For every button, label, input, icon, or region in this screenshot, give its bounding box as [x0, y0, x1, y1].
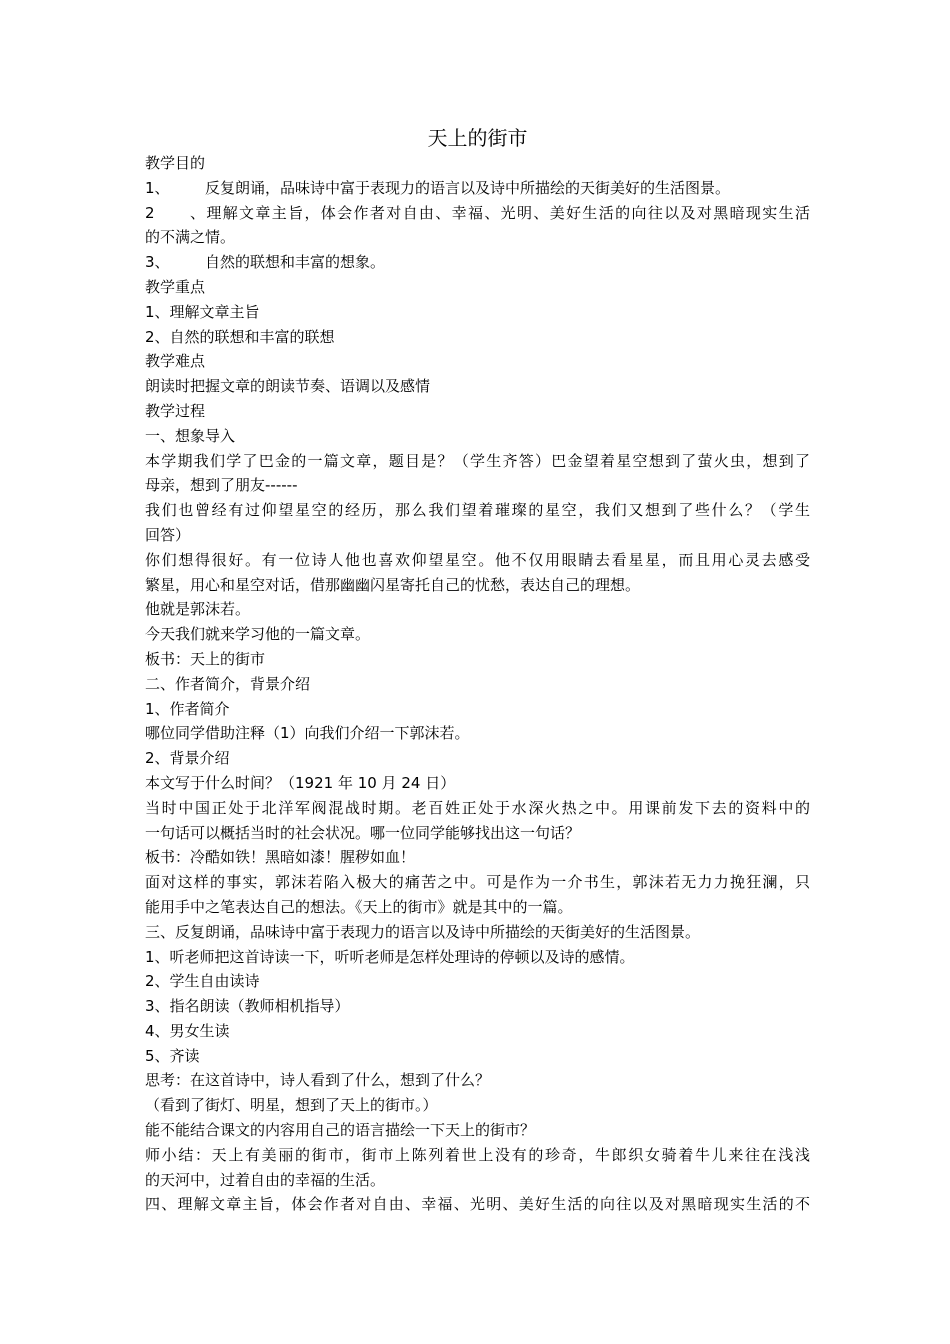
list-text: 理解文章主旨，体会作者对自由、幸福、光明、美好生活的向往以及对黑暗现实生活	[205, 203, 810, 222]
text-line: 二、作者简介，背景介绍	[145, 674, 311, 693]
text-line: 一句话可以概括当时的社会状况。哪一位同学能够找出这一句话？	[145, 823, 581, 842]
text-line: 教学过程	[145, 401, 206, 420]
text-line: 4、男女生读	[145, 1021, 230, 1040]
text-line: 1、作者简介	[145, 699, 230, 718]
text-line: 教学目的	[145, 154, 206, 172]
text-line: 面对这样的事实，郭沫若陷入极大的痛苦之中。可是作为一介书生，郭沫若无力力挽狂澜，只	[145, 873, 810, 892]
text-line: 哪位同学借助注释（1）向我们介绍一下郭沫若。	[145, 724, 470, 743]
text-line: 教学难点	[145, 352, 206, 371]
text-line: 板书：天上的街市	[145, 649, 266, 668]
text-line: 2、背景介绍	[145, 749, 230, 768]
text-line: 的天河中，过着自由的幸福的生活。	[145, 1170, 386, 1189]
text-line: 3、指名朗读（教师相机指导）	[145, 997, 350, 1016]
list-text: 自然的联想和丰富的想象。	[205, 253, 386, 272]
text-line: 三、反复朗诵，品味诗中富于表现力的语言以及诗中所描绘的天街美好的生活图景。	[145, 922, 701, 941]
list-number: 3、	[145, 253, 170, 272]
text-line: 1、听老师把这首诗读一下，听听老师是怎样处理诗的停顿以及诗的感情。	[145, 947, 635, 966]
list-number: 2、	[145, 203, 205, 222]
text-line: 5、齐读	[145, 1046, 200, 1065]
text-line: 回答）	[145, 525, 191, 544]
text-line: 能用手中之笔表达自己的想法。《天上的街市》就是其中的一篇。	[145, 897, 573, 916]
text-line: 的不满之情。	[145, 228, 236, 247]
text-line: 你们想得很好。有一位诗人他也喜欢仰望星空。他不仅用眼睛去看星星，而且用心灵去感受	[145, 550, 810, 569]
text-line: 四、理解文章主旨，体会作者对自由、幸福、光明、美好生活的向往以及对黑暗现实生活的不	[145, 1195, 810, 1214]
text-line: 今天我们就来学习他的一篇文章。	[145, 625, 371, 644]
text-line: 能不能结合课文的内容用自己的语言描绘一下天上的街市？	[145, 1121, 536, 1140]
document-page	[145, 126, 810, 1217]
text-line: （看到了街灯、明星，想到了天上的街市。）	[145, 1096, 438, 1115]
text-line: 母亲，想到了朋友------	[145, 476, 298, 495]
text-line	[145, 201, 810, 226]
text-line: 思考：在这首诗中，诗人看到了什么，想到了什么？	[145, 1071, 491, 1090]
text-line: 本学期我们学了巴金的一篇文章，题目是？（学生齐答）巴金望着星空想到了萤火虫，想到了	[145, 451, 810, 470]
text-line: 2、学生自由读诗	[145, 972, 260, 991]
text-line: 他就是郭沫若。	[145, 600, 251, 619]
list-text: 反复朗诵，品味诗中富于表现力的语言以及诗中所描绘的天街美好的生活图景。	[205, 178, 731, 197]
text-line: 1、理解文章主旨	[145, 302, 260, 321]
document-body	[145, 151, 810, 1217]
text-line: 朗读时把握文章的朗读节奏、语调以及感情	[145, 377, 431, 396]
text-line: 繁星，用心和星空对话，借那幽幽闪星寄托自己的忧愁，表达自己的理想。	[145, 575, 641, 594]
text-line: 当时中国正处于北洋军阀混战时期。老百姓正处于水深火热之中。用课前发下去的资料中的	[145, 798, 810, 817]
list-number: 1、	[145, 178, 170, 197]
text-line: 2、自然的联想和丰富的联想	[145, 327, 335, 346]
document-title: 天上的街市	[427, 126, 528, 150]
text-line: 教学重点	[145, 277, 206, 296]
text-line: 我们也曾经有过仰望星空的经历，那么我们望着璀璨的星空，我们又想到了些什么？（学生	[145, 501, 810, 520]
text-line: 板书：冷酷如铁！黑暗如漆！腥秽如血！	[145, 848, 416, 867]
text-line	[145, 250, 810, 275]
text-line: 本文写于什么时间？（1921 年 10 月 24 日）	[145, 773, 456, 792]
text-line: 一、想象导入	[145, 426, 236, 445]
text-line: 师小结：天上有美丽的街市，街市上陈列着世上没有的珍奇，牛郎织女骑着牛儿来往在浅浅	[145, 1145, 810, 1164]
text-line	[145, 176, 810, 201]
